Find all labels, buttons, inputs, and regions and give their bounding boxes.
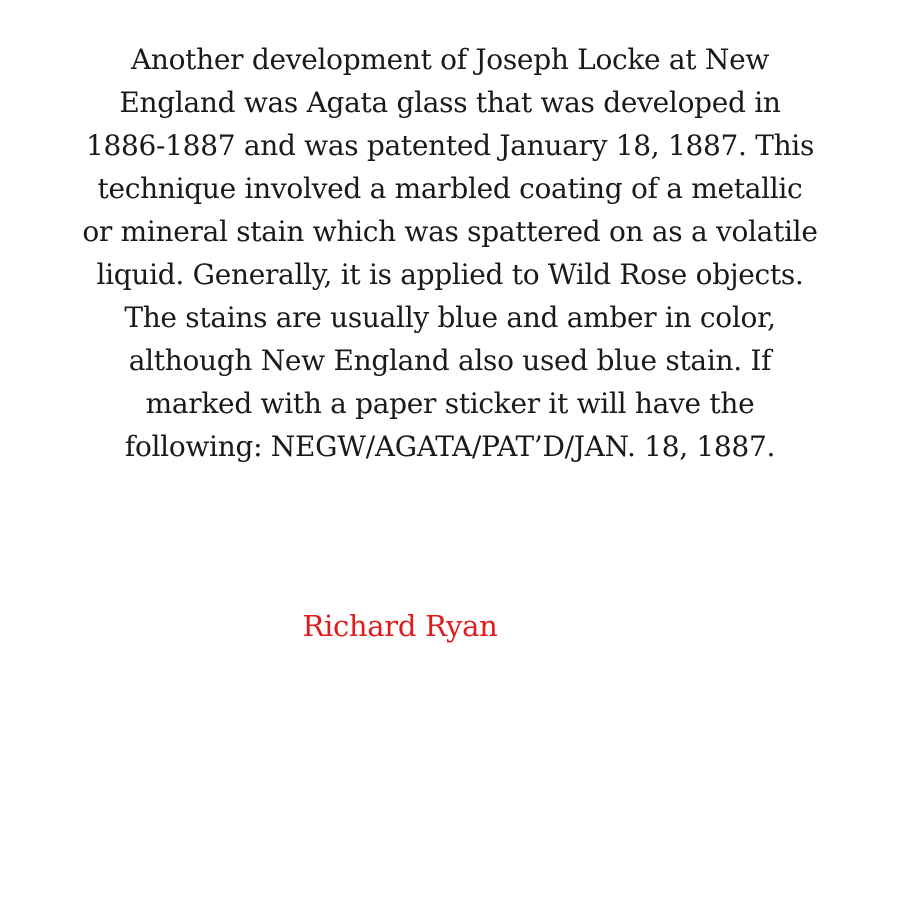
paragraph-line: Another development of Joseph Locke at New	[130, 43, 770, 76]
paragraph-line: or mineral stain which was spattered on as a volatile	[82, 215, 818, 248]
paragraph-line: England was Agata glass that was developed in	[119, 86, 781, 119]
paragraph-line: following: NEGW/AGATA/PAT’D/JAN. 18, 1887.	[124, 430, 776, 463]
paragraph-line: The stains are usually blue and amber in color,	[124, 301, 776, 334]
author-name: Richard Ryan	[302, 609, 498, 643]
paragraph-line: although New England also used blue stain. If	[128, 344, 772, 377]
paragraph-line: marked with a paper sticker it will have the	[145, 387, 755, 420]
paragraph-line: technique involved a marbled coating of a metallic	[97, 172, 803, 205]
paragraph-line: liquid. Generally, it is applied to Wild Rose objects.	[96, 258, 804, 291]
paragraph-line: 1886-1887 and was patented January 18, 1887. This	[85, 129, 815, 162]
article-paragraph	[10, 38, 890, 468]
